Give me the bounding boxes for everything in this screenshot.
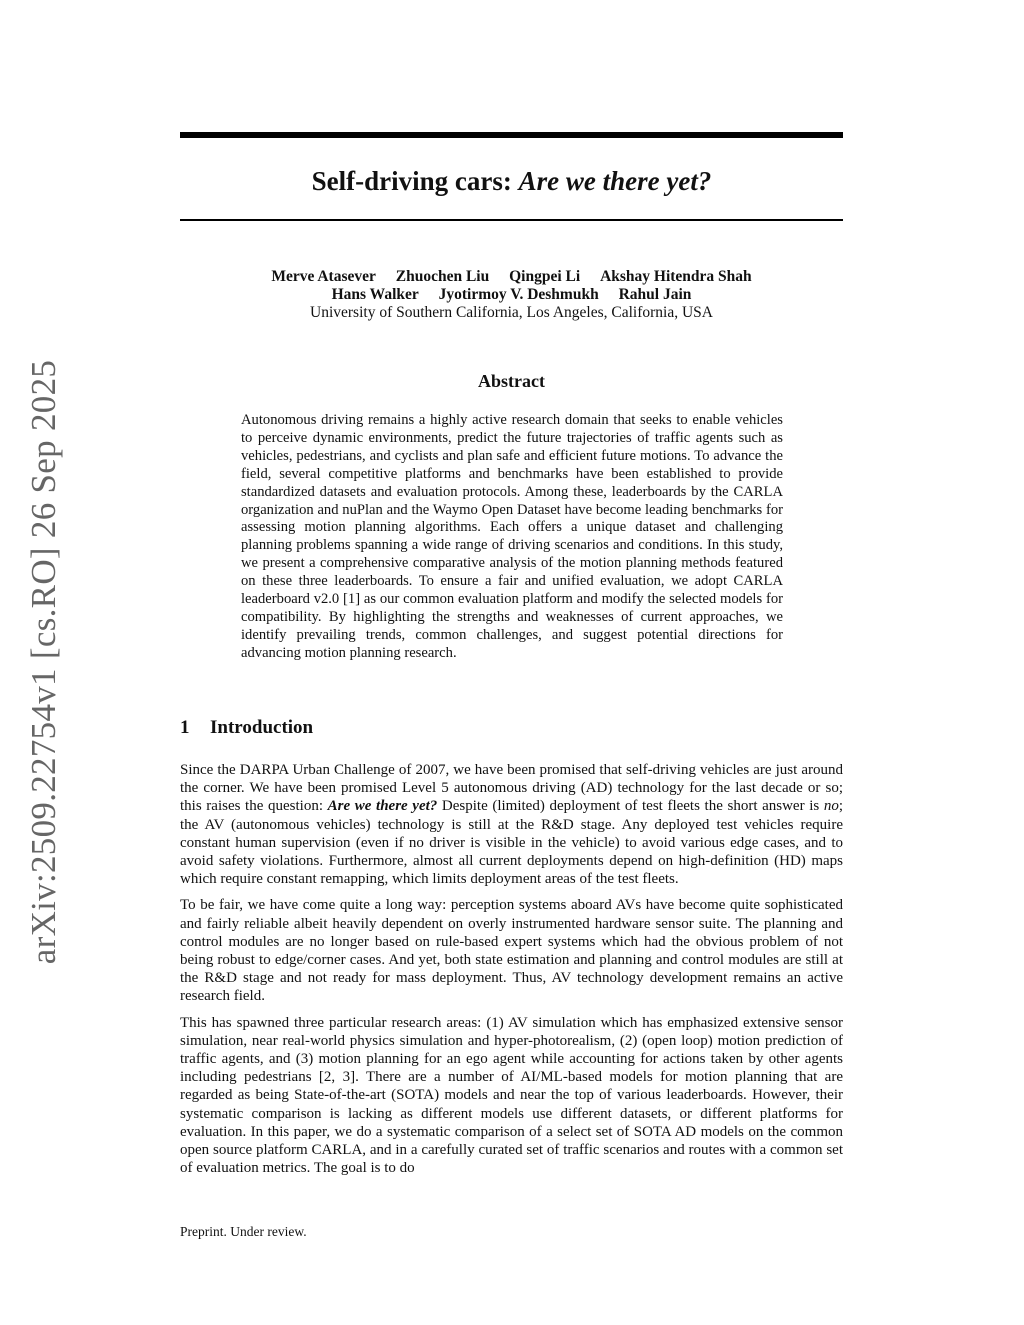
section-heading xyxy=(180,717,313,739)
abstract-heading: Abstract xyxy=(478,371,545,391)
section-number: 1 xyxy=(180,717,190,738)
author-name: Jyotirmoy V. Deshmukh xyxy=(438,286,599,303)
arxiv-identifier-text: arXiv:2509.22754v1 [cs.RO] 26 Sep 2025 xyxy=(24,359,63,965)
paragraph-1-emphasis-question: Are we there yet? xyxy=(327,798,438,815)
author-line-1 xyxy=(180,268,843,286)
title-bottom-rule xyxy=(180,219,843,221)
paragraph-1-part-b: Despite (limited) deployment of test fleets the short answer is xyxy=(437,798,824,815)
author-name: Zhuochen Liu xyxy=(395,268,490,285)
author-name: Rahul Jain xyxy=(618,286,692,303)
author-affiliation: University of Southern California, Los Angeles, California, USA xyxy=(310,304,713,321)
footer-note: Preprint. Under review. xyxy=(180,1224,307,1239)
title-top-rule xyxy=(180,132,843,138)
paragraph-1 xyxy=(180,761,843,888)
author-name: Hans Walker xyxy=(331,286,419,303)
body-text xyxy=(180,761,843,1185)
paragraph-1-part-a: Since the DARPA Urban Challenge of 2007, we have been promised that self-driving vehicles are just around the corner. We have been promised Level 5 autonomous driving (AD) technology for the last decade or so; this raises the question: xyxy=(180,762,843,815)
section-title: Introduction xyxy=(210,717,314,738)
paragraph-1-part-c: ; the AV (autonomous vehicles) technology is still at the R&D stage. Any deployed test vehicles require constant human supervision (even if no driver is visible in the vehicle) to avoid various edge cases, and to avoid safety violations. Furthermore, almost all current deployments depend on high-definition (HD) maps which require constant remapping, which limits deployment areas of the test fleets. xyxy=(180,798,843,888)
paragraph-2: To be fair, we have come quite a long way: perception systems aboard AVs have become quite sophisticated and fairly reliable albeit heavily dependent on overly instrumented hardware sensor suite. The planning and control modules are no longer based on rule-based expert systems which had the obvious problem of not being robust to edge/corner cases. And yet, both state estimation and planning and control modules are still at the R&D stage and not ready for mass deployment. Thus, AV technology development remains an active research field. xyxy=(180,897,843,1005)
author-name: Qingpei Li xyxy=(509,268,581,285)
paragraph-1-emphasis-no: no xyxy=(823,798,839,815)
author-block xyxy=(180,268,843,322)
paper-title-main: Self-driving cars: xyxy=(311,166,519,196)
author-name: Akshay Hitendra Shah xyxy=(600,268,752,285)
author-name: Merve Atasever xyxy=(271,268,376,285)
paper-title xyxy=(180,164,843,198)
paper-title-italic: Are we there yet? xyxy=(518,166,712,196)
abstract-text: Autonomous driving remains a highly active research domain that seeks to enable vehicles to perceive dynamic environments, predict the future trajectories of traffic agents such as vehicles, pedestrians, and cyclists and plan safe and efficient future motions. To advance the field, several competitive platforms and benchmarks have been established to provide standardized datasets and evaluation protocols. Among these, leaderboards by the CARLA organization and nuPlan and the Waymo Open Dataset have become leading benchmarks for assessing motion planning algorithms. Each offers a unique dataset and challenging planning problems spanning a wide range of driving scenarios and conditions. In this study, we present a comprehensive comparative analysis of the motion planning methods featured on these three leaderboards. To ensure a fair and unified evaluation, we adopt CARLA leaderboard v2.0 [1] as our common evaluation platform and modify the selected models for compatibility. By highlighting the strengths and weaknesses of current approaches, we identify prevailing trends, common challenges, and suggest potential directions for advancing motion planning research. xyxy=(241,412,783,661)
author-line-2 xyxy=(180,286,843,304)
paragraph-3: This has spawned three particular research areas: (1) AV simulation which has emphasized extensive sensor simulation, near real-world physics simulation and hyper-photorealism, (2) (open loop) motion prediction of traffic agents, and (3) motion planning for an ego agent while accounting for actions taken by other agents including pedestrians [2, 3]. There are a number of AI/ML-based models for motion planning that are regarded as being State-of-the-art (SOTA) models and near the top of various leaderboards. However, their systematic comparison is lacking as different models use different datasets, or different platforms for evaluation. In this paper, we do a systematic comparison of a select set of SOTA AD models on the common open source platform CARLA, and in a carefully curated set of traffic scenarios and routes with a common set of evaluation metrics. The goal is to do xyxy=(180,1014,843,1177)
